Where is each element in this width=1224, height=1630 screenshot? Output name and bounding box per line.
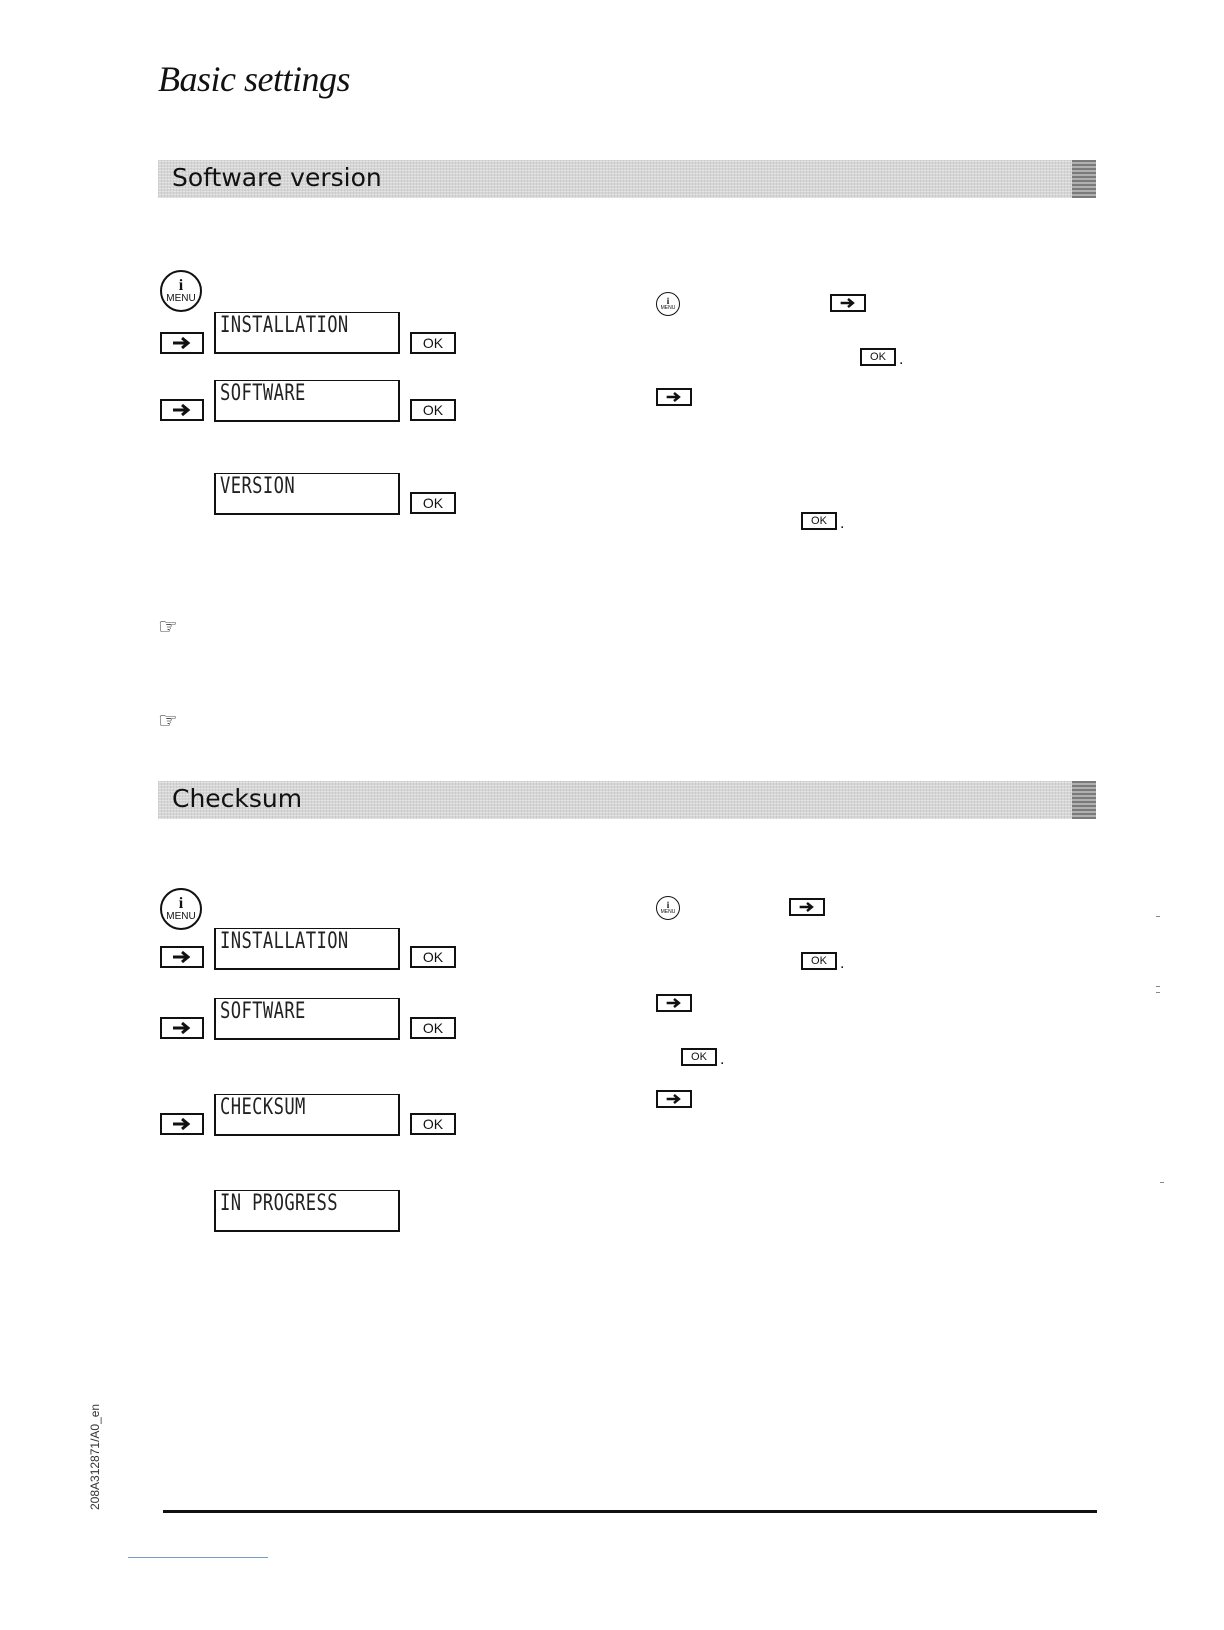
arrow-right-key-icon xyxy=(656,388,692,406)
ok-key-icon: OK xyxy=(410,946,456,968)
footer-rule xyxy=(163,1510,1097,1513)
arrow-right-key-icon xyxy=(160,1113,204,1135)
arrow-right-key-icon xyxy=(656,994,692,1012)
scan-mark xyxy=(1156,986,1160,987)
arrow-right-key-icon xyxy=(656,1090,692,1108)
menu-key-icon: i MENU xyxy=(656,896,680,920)
period: . xyxy=(840,515,845,532)
ok-key-icon: OK xyxy=(410,1113,456,1135)
arrow-right-key-icon xyxy=(160,399,204,421)
ok-key-icon: OK xyxy=(801,512,837,530)
arrow-right-key-icon xyxy=(160,1017,204,1039)
lcd-display-version: VERSION xyxy=(214,473,400,515)
menu-key-icon: i MENU xyxy=(160,888,202,930)
pointing-hand-icon: ☞ xyxy=(158,708,178,733)
arrow-right-key-icon xyxy=(160,946,204,968)
arrow-right-key-icon xyxy=(160,332,204,354)
page-title: Basic settings xyxy=(158,59,350,99)
section-bar-endcap xyxy=(1072,160,1096,198)
section-heading: Software version xyxy=(172,163,382,192)
lcd-display-in-progress: IN PROGRESS xyxy=(214,1190,400,1232)
period: . xyxy=(720,1051,725,1068)
lcd-display-software: SOFTWARE xyxy=(214,998,400,1040)
ok-key-icon: OK xyxy=(410,492,456,514)
ok-key-icon: OK xyxy=(410,399,456,421)
section-header-software-version xyxy=(158,160,1096,198)
menu-key-icon: i MENU xyxy=(160,270,202,312)
lcd-display-software: SOFTWARE xyxy=(214,380,400,422)
scan-mark xyxy=(1156,916,1160,917)
ok-key-icon: OK xyxy=(410,1017,456,1039)
lcd-display-installation: INSTALLATION xyxy=(214,928,400,970)
period: . xyxy=(899,351,904,368)
lcd-display-checksum: CHECKSUM xyxy=(214,1094,400,1136)
ok-key-icon: OK xyxy=(860,348,896,366)
ok-key-icon: OK xyxy=(410,332,456,354)
section-heading: Checksum xyxy=(172,784,303,813)
document-reference: 208A312871/A0_en xyxy=(88,1403,102,1510)
section-bar-endcap xyxy=(1072,781,1096,819)
footer-link-line xyxy=(128,1557,268,1558)
period: . xyxy=(840,955,845,972)
arrow-right-key-icon xyxy=(789,898,825,916)
scan-mark xyxy=(1156,992,1160,993)
ok-key-icon: OK xyxy=(801,952,837,970)
menu-key-icon: i MENU xyxy=(656,292,680,316)
arrow-right-key-icon xyxy=(830,294,866,312)
lcd-display-installation: INSTALLATION xyxy=(214,312,400,354)
ok-key-icon: OK xyxy=(681,1048,717,1066)
section-header-checksum xyxy=(158,781,1096,819)
pointing-hand-icon: ☞ xyxy=(158,614,178,639)
scan-mark xyxy=(1160,1182,1164,1183)
